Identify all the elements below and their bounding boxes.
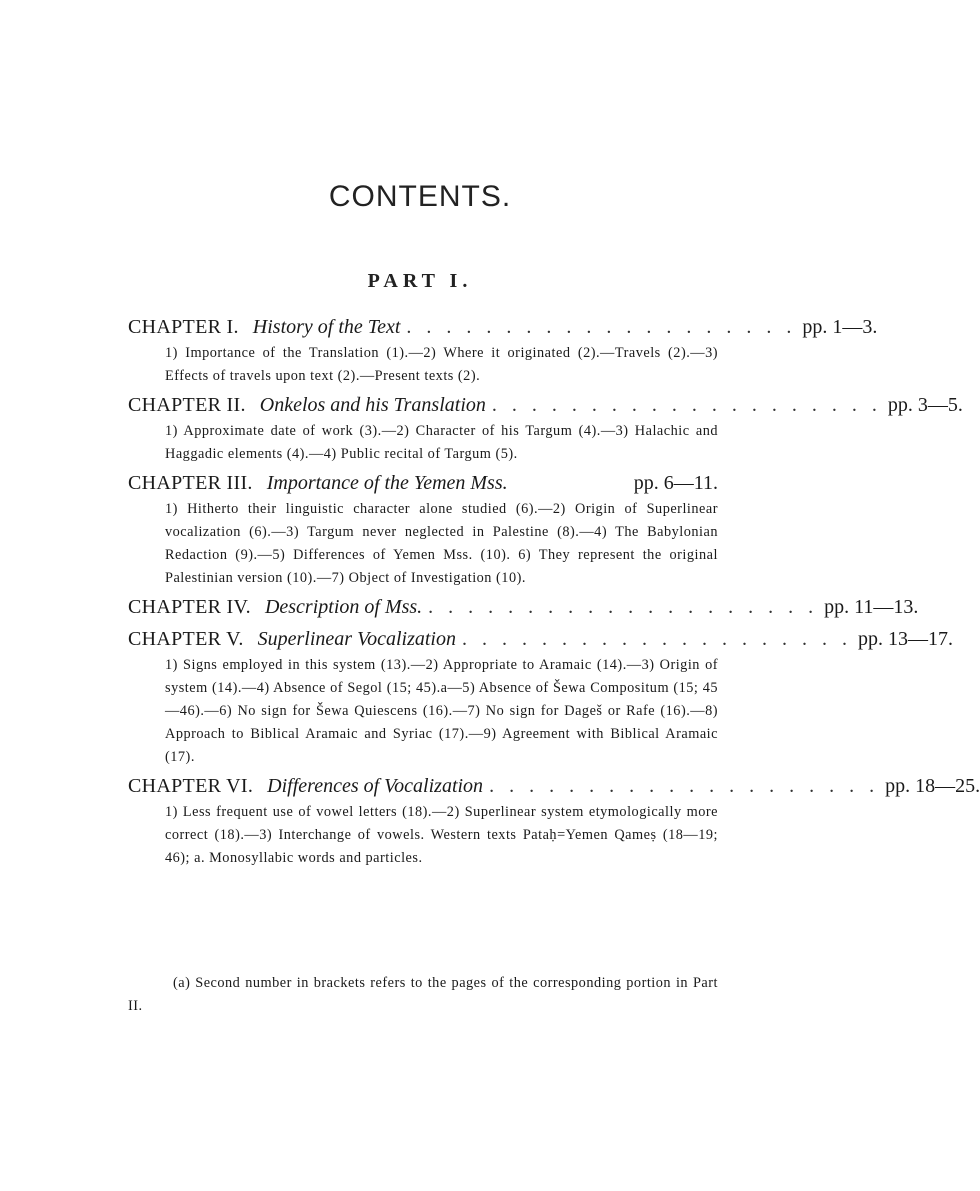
chapter-heading	[128, 592, 919, 622]
chapter-list	[128, 312, 980, 872]
chapter-title: Onkelos and his Translation	[259, 394, 486, 416]
chapter-entry	[128, 468, 718, 590]
chapter-pages: pp. 3—5.	[887, 394, 963, 416]
chapter-number: CHAPTER V.	[128, 628, 244, 650]
chapter-summary: 1) Importance of the Translation (1).—2) Where it originated (2).—Travels (2).—3) Effects of travels upon text (2).—Present texts (2).	[165, 345, 718, 384]
chapter-entry	[128, 312, 878, 388]
chapter-number: CHAPTER III.	[128, 472, 253, 494]
chapter-title: Description of Mss.	[264, 596, 423, 618]
chapter-heading	[128, 312, 878, 342]
chapter-heading	[128, 771, 980, 801]
leader-dots: . . . . . . . . . . . . . . . . . . . .	[489, 775, 880, 797]
chapter-pages: pp. 18—25.	[885, 775, 980, 797]
chapter-title: Importance of the Yemen Mss.	[266, 472, 508, 494]
chapter-pages: pp. 13—17.	[857, 628, 953, 650]
chapter-entry	[128, 624, 953, 769]
part-heading: PART I.	[367, 270, 473, 292]
chapter-summary: 1) Signs employed in this system (13).—2) Appropriate to Aramaic (14).—3) Origin of system (14).—4) Absence of Segol (15; 45).a—5) Absence of Šewa Compositum (15; 45—46).—6) No sign for Šewa Quiescens (16).—7) No sign for Dageš or Rafe (16).—8) Approach to Biblical Aramaic and Syriac (17).—9) Agreement with Biblical Aramaic (17).	[165, 657, 718, 765]
chapter-pages: pp. 6—11.	[633, 472, 718, 494]
chapter-number: CHAPTER VI.	[128, 775, 254, 797]
chapter-entry	[128, 592, 919, 622]
chapter-pages: pp. 1—3.	[802, 316, 878, 338]
leader-dots: . . . . . . . . . . . . . . . . . . . .	[406, 316, 797, 338]
chapter-number: CHAPTER IV.	[128, 596, 251, 618]
page-title: CONTENTS.	[328, 180, 512, 213]
chapter-entry	[128, 771, 980, 870]
chapter-summary: 1) Approximate date of work (3).—2) Character of his Targum (4).—3) Halachic and Haggadic elements (4).—4) Public recital of Targum (5).	[165, 423, 718, 462]
chapter-title: History of the Text	[252, 316, 401, 338]
leader-dots: . . . . . . . . . . . . . . . . . . . .	[461, 628, 852, 650]
chapter-heading	[128, 390, 963, 420]
chapter-summary: 1) Less frequent use of vowel letters (18).—2) Superlinear system etymologically more correct (18).—3) Interchange of vowels. Western texts Pataḥ=Yemen Qameṣ (18—19; 46); a. Monosyllabic words and particles.	[165, 804, 718, 866]
leader-dots: . . . . . . . . . . . . . . . . . . . .	[491, 394, 882, 416]
footnote: (a) Second number in brackets refers to the pages of the corresponding portion in Part II.	[128, 975, 718, 1014]
chapter-entry	[128, 390, 963, 466]
leader-dots: . . . . . . . . . . . . . . . . . . . .	[428, 596, 819, 618]
chapter-number: CHAPTER II.	[128, 394, 246, 416]
chapter-pages: pp. 11—13.	[824, 596, 919, 618]
chapter-number: CHAPTER I.	[128, 316, 239, 338]
chapter-summary: 1) Hitherto their linguistic character alone studied (6).—2) Origin of Superlinear vocalization (6).—3) Targum never neglected in Palestine (8).—4) The Babylonian Redaction (9).—5) Differences of Yemen Mss. (10). 6) They represent the original Palestinian version (10).—7) Object of Investigation (10).	[165, 501, 718, 586]
chapter-heading	[128, 624, 953, 654]
chapter-title: Differences of Vocalization	[267, 775, 484, 797]
chapter-heading	[128, 468, 718, 498]
chapter-title: Superlinear Vocalization	[257, 628, 456, 650]
